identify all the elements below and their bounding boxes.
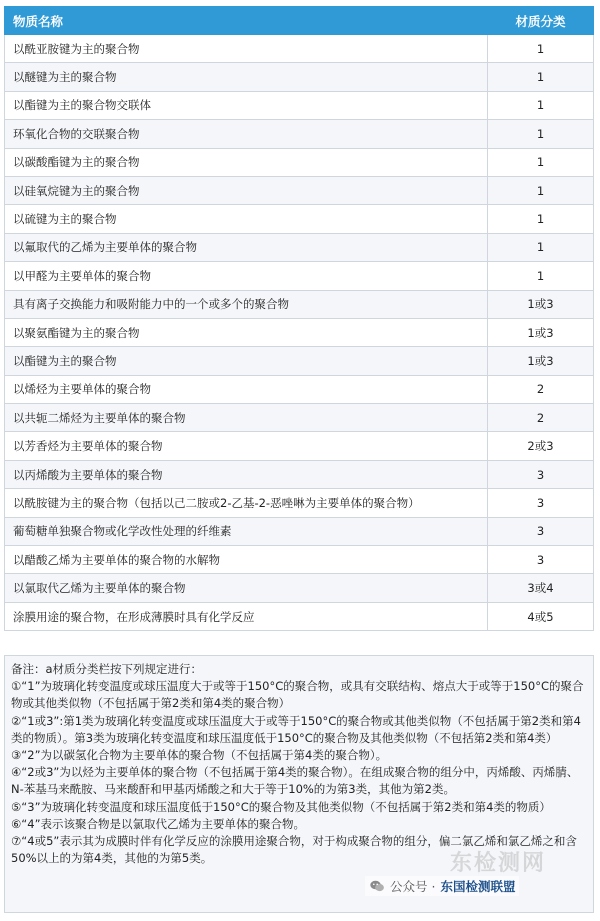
substance-name-cell: 涂膜用途的聚合物，在形成薄膜时具有化学反应	[5, 602, 488, 630]
material-category-cell: 3	[488, 489, 594, 517]
substance-name-cell: 以氯取代乙烯为主要单体的聚合物	[5, 574, 488, 602]
material-category-cell: 2	[488, 404, 594, 432]
note-line: ⑦“4或5”表示其为成膜时伴有化学反应的涂膜用途聚合物，对于构成聚合物的组分，偏二氯乙烯和氯乙烯之和含50%以上的为第4类，其他的为第5类。	[11, 834, 577, 866]
table-row	[5, 574, 594, 602]
table-row	[5, 63, 594, 91]
table-row	[5, 91, 594, 119]
watermark-stamp: 东检测网	[450, 851, 547, 876]
substance-name-cell: 以碳酸酯键为主的聚合物	[5, 148, 488, 176]
substance-name-cell: 以丙烯酸为主要单体的聚合物	[5, 460, 488, 488]
substance-name-cell: 以芳香烃为主要单体的聚合物	[5, 432, 488, 460]
material-category-cell: 1	[488, 63, 594, 91]
note-line: ①“1”为玻璃化转变温度或球压温度大于或等于150°C的聚合物，或具有交联结构、熔点大于或等于150°C的聚合物或其他类似物（不包括属于第2类和第4类的聚合物）	[11, 679, 584, 711]
table-row	[5, 148, 594, 176]
table-row	[5, 262, 594, 290]
substance-name-cell: 以酰胺键为主的聚合物（包括以己二胺或2-乙基-2-恶唑啉为主要单体的聚合物）	[5, 489, 488, 517]
table-row	[5, 290, 594, 318]
substance-name-cell: 以醋酸乙烯为主要单体的聚合物的水解物	[5, 546, 488, 574]
material-category-cell: 1或3	[488, 318, 594, 346]
substance-name-cell: 以酰亚胺键为主的聚合物	[5, 35, 488, 63]
material-category-cell: 3	[488, 460, 594, 488]
material-category-cell: 2	[488, 375, 594, 403]
note-line: ②“1或3”:第1类为玻璃化转变温度或球压温度大于或等于150°C的聚合物或其他类似物（不包括属于第2类和第4类的物质）。第3类为玻璃化转变温度和球压温度低于150°C的聚合物及其他类似物（不包括第2类和第4类）	[11, 713, 581, 745]
material-category-cell: 1或3	[488, 347, 594, 375]
substance-name-cell: 以聚氨酯键为主的聚合物	[5, 318, 488, 346]
header-substance-name: 物质名称	[5, 7, 488, 35]
material-category-cell: 3	[488, 546, 594, 574]
substance-name-cell: 具有离子交换能力和吸附能力中的一个或多个的聚合物	[5, 290, 488, 318]
material-category-cell: 3或4	[488, 574, 594, 602]
material-category-cell: 1	[488, 148, 594, 176]
note-line: ③“2”为以碳氢化合物为主要单体的聚合物（不包括属于第4类的聚合物）。	[11, 748, 388, 763]
substance-name-cell: 以醚键为主的聚合物	[5, 63, 488, 91]
table-header-row	[5, 7, 594, 35]
material-category-cell: 1	[488, 35, 594, 63]
material-category-cell: 1或3	[488, 290, 594, 318]
table-row	[5, 517, 594, 545]
table-row	[5, 602, 594, 630]
material-category-cell: 1	[488, 262, 594, 290]
table-row	[5, 404, 594, 432]
watermark-prefix: 公众号 ·	[390, 879, 436, 894]
substance-name-cell: 以甲醛为主要单体的聚合物	[5, 262, 488, 290]
table-row	[5, 176, 594, 204]
header-material-category: 材质分类	[488, 7, 594, 35]
substance-name-cell: 以共轭二烯烃为主要单体的聚合物	[5, 404, 488, 432]
table-row	[5, 489, 594, 517]
material-category-cell: 2或3	[488, 432, 594, 460]
table-row	[5, 347, 594, 375]
watermark-account-name: 东国检测联盟	[440, 879, 516, 894]
note-line: ⑥“4”表示该聚合物是以氯取代乙烯为主要单体的聚合物。	[11, 816, 306, 831]
material-category-cell: 1	[488, 205, 594, 233]
substance-name-cell: 以烯烃为主要单体的聚合物	[5, 375, 488, 403]
substance-name-cell: 以氟取代的乙烯为主要单体的聚合物	[5, 233, 488, 261]
table-row	[5, 375, 594, 403]
substance-name-cell: 以酯键为主的聚合物交联体	[5, 91, 488, 119]
material-category-cell: 3	[488, 517, 594, 545]
table-row	[5, 233, 594, 261]
material-category-cell: 1	[488, 91, 594, 119]
note-line: ⑤“3”为玻璃化转变温度和球压温度低于150°C的聚合物及其他类似物（不包括属于第2类和第4类的物质）	[11, 799, 551, 814]
notes-heading: 备注：a材质分类栏按下列规定进行：	[11, 662, 203, 676]
substance-name-cell: 以硫键为主的聚合物	[5, 205, 488, 233]
material-category-cell: 1	[488, 176, 594, 204]
table-row	[5, 205, 594, 233]
material-classification-table	[4, 6, 594, 631]
wechat-watermark	[365, 876, 519, 896]
table-row	[5, 120, 594, 148]
substance-name-cell: 环氧化合物的交联聚合物	[5, 120, 488, 148]
wechat-icon	[369, 878, 385, 894]
table-row	[5, 432, 594, 460]
substance-name-cell: 葡萄糖单独聚合物或化学改性处理的纤维素	[5, 517, 488, 545]
note-line: ④“2或3”为以烃为主要单体的聚合物（不包括属于第4类的聚合物）。在组成聚合物的组分中，丙烯酸、丙烯腈、N-苯基马来酰胺、马来酸酐和甲基丙烯酸之和大于等于10%的为第3类，其他为第2类。	[11, 765, 579, 797]
material-category-cell: 1	[488, 233, 594, 261]
material-category-cell: 4或5	[488, 602, 594, 630]
table-row	[5, 35, 594, 63]
table-row	[5, 546, 594, 574]
substance-name-cell: 以酯键为主的聚合物	[5, 347, 488, 375]
table-body	[5, 35, 594, 631]
substance-name-cell: 以硅氧烷键为主的聚合物	[5, 176, 488, 204]
material-category-cell: 1	[488, 120, 594, 148]
table-row	[5, 460, 594, 488]
table-row	[5, 318, 594, 346]
